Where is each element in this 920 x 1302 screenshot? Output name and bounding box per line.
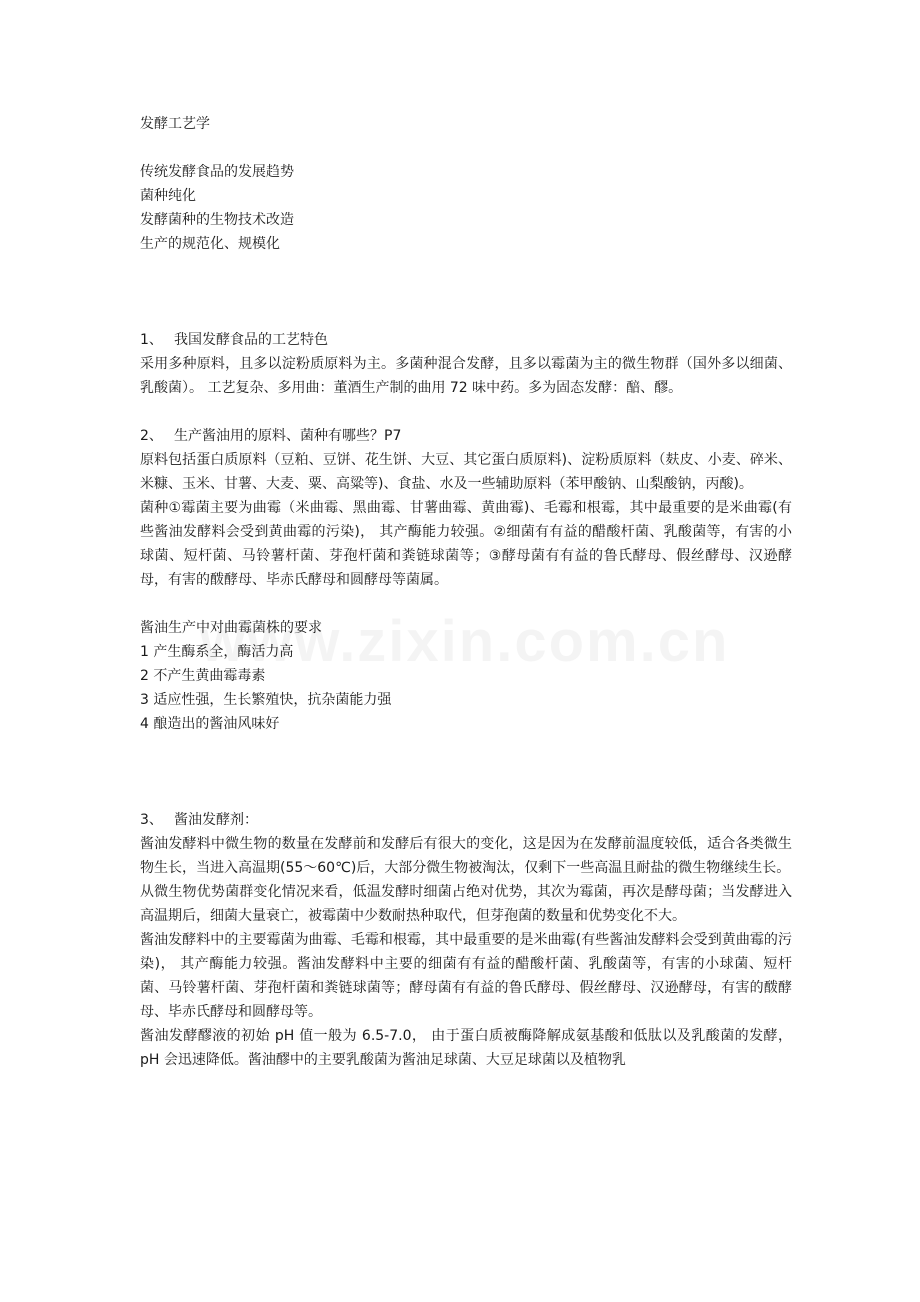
section-3-paragraph: 从微生物优势菌群变化情况来看，低温发酵时细菌占绝对优势，其次为霉菌，再次是酵母菌；当发酵进入高温期后，细菌大量衰亡，被霉菌中少数耐热种取代，但芽孢菌的数量和优势变化不大。 — [140, 884, 792, 924]
section-3-heading — [140, 808, 792, 832]
intro-item: 发酵菌种的生物技术改造 — [140, 212, 294, 228]
section-3-paragraph: 酱油发酵醪液的初始 pH 值一般为 6.5-7.0， 由于蛋白质被酶降解成氨基酸和低肽以及乳酸菌的发酵，pH 会迅速降低。酱油醪中的主要乳酸菌为酱油足球菌、大豆足球菌以及植物乳 — [140, 1028, 792, 1068]
section-2-strains: 菌种①霉菌主要为曲霉（米曲霉、黑曲霉、甘薯曲霉、黄曲霉)、毛霉和根霉，其中最重要的是米曲霉(有些酱油发酵料会受到黄曲霉的污染)， 其产酶能力较强。②细菌有有益的醋酸杆菌、乳酸菌等，有害的小球菌、短杆菌、马铃薯杆菌、芽孢杆菌和粪链球菌等；③酵母菌有有益的鲁氏酵母、假丝酵母、汉逊酵母，有害的酦酵母、毕赤氏酵母和圆酵母等菌属。 — [140, 500, 792, 588]
section-3-paragraph: 酱油发酵料中微生物的数量在发酵前和发酵后有很大的变化，这是因为在发酵前温度较低，适合各类微生物生长，当进入高温期(55～60℃)后，大部分微生物被淘汰，仅剩下一些高温且耐盐的微生物继续生长。 — [140, 836, 792, 876]
document-page — [140, 112, 792, 1072]
section-title: 我国发酵食品的工艺特色 — [174, 332, 328, 348]
section-title: 生产酱油用的原料、菌种有哪些？P7 — [174, 428, 402, 444]
section-title: 酱油发酵剂： — [174, 812, 258, 828]
requirement-item: 1 产生酶系全，酶活力高 — [140, 644, 294, 660]
section-number: 1、 — [140, 332, 163, 348]
intro-item: 生产的规范化、规模化 — [140, 236, 280, 252]
document-title: 发酵工艺学 — [140, 116, 210, 132]
section-2-materials: 原料包括蛋白质原料（豆粕、豆饼、花生饼、大豆、其它蛋白质原料)、淀粉质原料（麸皮、小麦、碎米、米糠、玉米、甘薯、大麦、粟、高粱等)、食盐、水及一些辅助原料（苯甲酸钠、山梨酸钠，丙酸)。 — [140, 452, 792, 492]
intro-heading: 传统发酵食品的发展趋势 — [140, 164, 294, 180]
section-number: 2、 — [140, 428, 163, 444]
requirement-item: 3 适应性强，生长繁殖快，抗杂菌能力强 — [140, 692, 392, 708]
section-2-heading — [140, 424, 792, 448]
section-number: 3、 — [140, 812, 163, 828]
requirement-item: 4 酿造出的酱油风味好 — [140, 716, 280, 732]
section-3-paragraph: 酱油发酵料中的主要霉菌为曲霉、毛霉和根霉，其中最重要的是米曲霉(有些酱油发酵料会受到黄曲霉的污染)， 其产酶能力较强。酱油发酵料中主要的细菌有有益的醋酸杆菌、乳酸菌等，有害的小球菌、短杆菌、马铃薯杆菌、芽孢杆菌和粪链球菌等；酵母菌有有益的鲁氏酵母、假丝酵母、汉逊酵母，有害的酦酵母、毕赤氏酵母和圆酵母等。 — [140, 932, 792, 1020]
section-1-heading — [140, 328, 792, 352]
section-1-body: 采用多种原料，且多以淀粉质原料为主。多菌种混合发酵，且多以霉菌为主的微生物群（国外多以细菌、乳酸菌）。 工艺复杂、多用曲：董酒生产制的曲用 72 味中药。多为固态发酵：醅、醪。 — [140, 356, 792, 396]
intro-item: 菌种纯化 — [140, 188, 196, 204]
requirement-item: 2 不产生黄曲霉毒素 — [140, 668, 266, 684]
requirements-heading: 酱油生产中对曲霉菌株的要求 — [140, 620, 322, 636]
